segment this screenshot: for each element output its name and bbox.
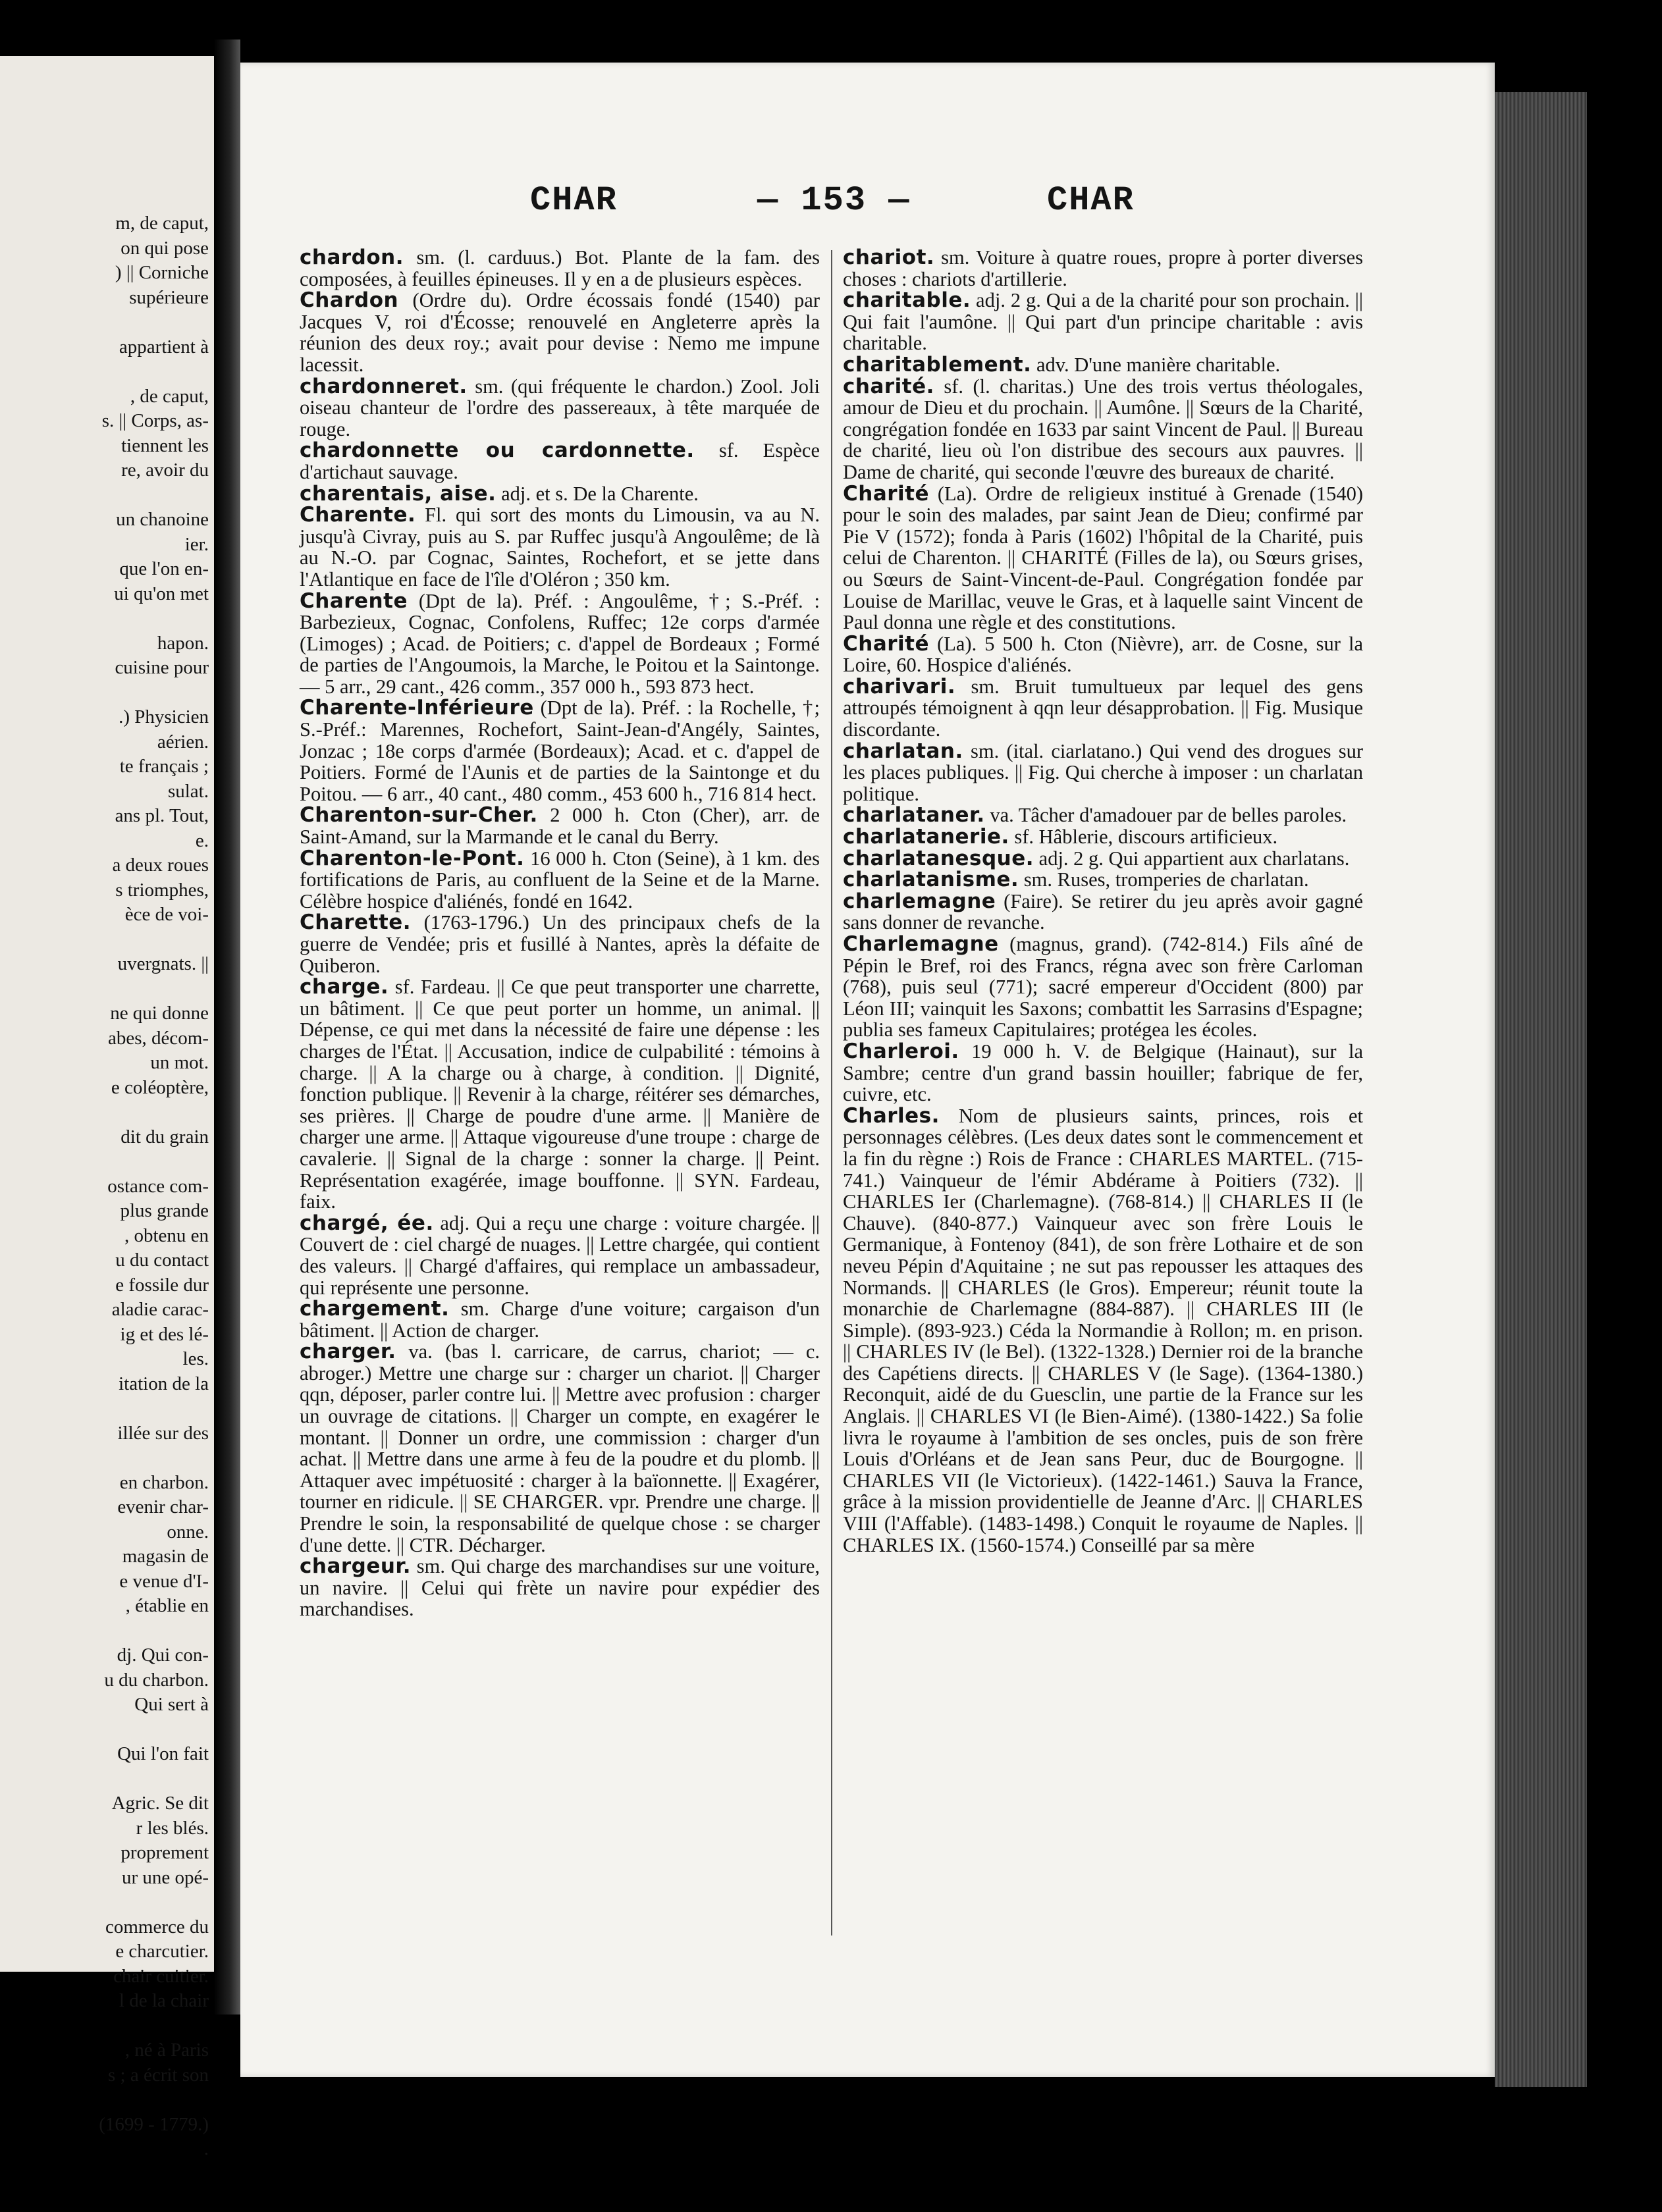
entry-headword: Charles. bbox=[843, 1103, 940, 1128]
entry-headword: charlatanisme. bbox=[843, 868, 1019, 892]
entry-definition: Fl. qui sort des monts du Limousin, va au N. jusqu'à Civray, puis au S. par Ruffec jusqu'à Angoulême; de là au N.-O. par Cognac, Saintes, Rochefort, et se jette dans l'Atlantique en face de l'île d'Oléron ; 350 km. bbox=[300, 504, 820, 591]
left-page-line: , de caput, bbox=[130, 385, 209, 407]
entry-headword: Charente. bbox=[300, 503, 416, 527]
entry-definition: sm. Bruit tumultueux par lequel des gens attroupés témoignent à qqn leur désapprobation. || Fig. Musique discordante. bbox=[843, 675, 1363, 741]
left-page-line: u du contact bbox=[115, 1250, 209, 1271]
left-page-line: ne qui donne bbox=[110, 1003, 209, 1024]
book-gutter bbox=[214, 40, 240, 2014]
entry-headword: charitablement. bbox=[843, 352, 1032, 377]
entry-definition: 2 000 h. Cton (Cher), arr. de Saint-Amand, sur la Marmande et le canal du Berry. bbox=[300, 804, 820, 849]
entry-headword: charité. bbox=[843, 374, 934, 398]
page-number: — 153 — bbox=[757, 181, 911, 220]
dictionary-entry bbox=[843, 1105, 1363, 1556]
entry-headword: charlatanerie. bbox=[843, 825, 1009, 849]
dictionary-entry bbox=[843, 483, 1363, 633]
left-page-line: ur une opé- bbox=[121, 1866, 209, 1888]
entry-definition: sf. Fardeau. || Ce que peut transporter une charrette, un bâtiment. || Ce que peut porter un homme, un animal. || Dépense, ce qui met dans la nécessité de faire une dépense : les charges de l'État. || Accusation, indice de culpabilité : témoins à charge. || A la charge ou à charge, à condition. || Dignité, fonction publique. || Revenir à la charge, réitérer ses démarches, ses prières. || Charge de poudre d'une arme. || Manière de charger une arme. || Attaque vigoureuse d'une troupe : charge de cavalerie. || Signal de la charge : sonner la charge. || Peint. Représentation exagérée, image bouffonne. || SYN. Fardeau, faix. bbox=[300, 976, 820, 1213]
left-page-line: proprement bbox=[121, 1842, 209, 1863]
entry-headword: charge. bbox=[300, 975, 389, 999]
left-page-line: e. bbox=[195, 830, 209, 851]
left-page-line: ) || Corniche bbox=[115, 262, 209, 283]
entry-definition: adj. 2 g. Qui appartient aux charlatans. bbox=[1034, 847, 1350, 870]
dictionary-entry bbox=[300, 976, 820, 1213]
entry-definition: sf. (l. charitas.) Une des trois vertus théologales, amour de Dieu et du prochain. || Aumône. || Sœurs de la Charité, congrégation fondée en 1633 par saint Vincent de Paul. || Bureau de charité, lieu où l'on distribue des secours aux pauvres. || Dame de charité, qui seconde l'œuvre des bureaux de charité. bbox=[843, 375, 1363, 483]
entry-definition: (Dpt de la). Préf. : Angoulême, †; S.-Préf. : Barbezieux, Cognac, Confolens, Ruffec; 12e corps d'armée (Limoges) ; Acad. de Poitiers; c. d'appel de Bordeaux ; Formé de parties de l'Angoumois, la Marche, le Poitou et la Saintonge. — 5 arr., 29 cant., 426 comm., 357 000 h., 593 873 hect. bbox=[300, 589, 820, 698]
left-page-line: , obtenu en bbox=[124, 1224, 209, 1246]
dictionary-entry bbox=[300, 247, 820, 290]
entry-definition: sm. (qui fréquente le chardon.) Zool. Joli oiseau chanteur de l'ordre des passereaux, à tête marquée de rouge. bbox=[300, 375, 820, 440]
entry-definition: va. (bas l. carricare, de carrus, chariot; — c. abroger.) Mettre une charge sur : charger un chariot. || Charger qqn, déposer, parler contre lui. || Mettre avec profusion : charger un ouvrage de citations. || Charger un compte, en exagérer le montant. || Donner un ordre, une commission : charger d'un achat. || Mettre dans une arme à feu de la poudre et du plomb. || Attaquer avec impétuosité : charger à la baïonnette. || Exagérer, tourner en ridicule. || SE CHARGER. vpr. Prendre une charge. || Prendre le soin, la responsabilité de quelque chose : se charger d'une dette. || CTR. Décharger. bbox=[300, 1340, 820, 1556]
dictionary-entry bbox=[843, 741, 1363, 805]
entry-headword: charlemagne bbox=[843, 889, 996, 913]
dictionary-entry bbox=[300, 440, 820, 483]
dictionary-entry bbox=[843, 891, 1363, 934]
dictionary-entry bbox=[300, 483, 820, 505]
left-page-line: magasin de bbox=[122, 1546, 209, 1567]
entry-definition: sm. (l. carduus.) Bot. Plante de la fam. des composées, à feuilles épineuses. Il y en a de plusieurs espèces. bbox=[300, 246, 820, 290]
left-page-line: en charbon. bbox=[119, 1471, 209, 1493]
left-page-line: u du charbon. bbox=[104, 1669, 209, 1691]
entry-headword: charger. bbox=[300, 1340, 396, 1364]
running-head-left: CHAR bbox=[530, 181, 618, 220]
entry-headword: chariot. bbox=[843, 246, 935, 269]
entry-definition: (La). Ordre de religieux institué à Grenade (1540) pour le soin des malades, par saint Jean de Dieu; confirmé par Pie V (1572); fonda à Paris (1602) l'hôpital de la Charité, puis celui de Charenton. || CHARITÉ (Filles de la), ou Sœurs grises, ou Sœurs de Saint-Vincent-de-Paul. Congrégation fondée par Louise de Marillac, veuve le Gras, et à laquelle saint Vincent de Paul donna une règle et des constitutions. bbox=[843, 482, 1363, 634]
column-rule bbox=[831, 250, 832, 1936]
entry-headword: charivari. bbox=[843, 674, 956, 698]
entry-headword: chargé, ée. bbox=[300, 1211, 434, 1235]
left-page-line: dj. Qui con- bbox=[117, 1645, 209, 1666]
left-page-line: ig et des lé- bbox=[120, 1323, 209, 1345]
entry-headword: Charité bbox=[843, 631, 929, 656]
entry-definition: (Ordre du). Ordre écossais fondé (1540) par Jacques V, roi d'Écosse; renouvelé en Angleterre après la réunion des deux roy.; avait pour devise : Nemo me impune lacessit. bbox=[300, 289, 820, 376]
left-page-line: Qui sert à bbox=[134, 1694, 209, 1715]
entry-definition: sm. Charge d'une voiture; cargaison d'un bâtiment. || Action de charger. bbox=[300, 1298, 820, 1342]
entry-headword: Charité bbox=[843, 481, 929, 506]
entry-definition: (1763-1796.) Un des principaux chefs de la guerre de Vendée; pris et fusillé à Nantes, après la défaite de Quiberon. bbox=[300, 911, 820, 977]
entry-definition: adj. et s. De la Charente. bbox=[496, 482, 699, 505]
left-page-line: e fossile dur bbox=[115, 1274, 209, 1296]
entry-headword: Charleroi. bbox=[843, 1039, 959, 1063]
entry-headword: chargeur. bbox=[300, 1554, 412, 1579]
left-page-line: hapon. bbox=[157, 632, 209, 654]
left-page-fragment bbox=[0, 56, 216, 2159]
left-page-line: itation de la bbox=[119, 1373, 209, 1394]
left-page-line: e venue d'I- bbox=[119, 1570, 209, 1592]
left-page-line: aérien. bbox=[157, 731, 209, 752]
entry-definition: 16 000 h. Cton (Seine), à 1 km. des fortifications de Paris, au confluent de la Seine et de la Marne. Célèbre hospice d'aliénés, fondé en 1642. bbox=[300, 847, 820, 912]
left-page-line: ui qu'on met bbox=[114, 583, 209, 604]
left-page-line: s ; a écrit son bbox=[107, 2064, 209, 2086]
left-page-line: on qui pose bbox=[121, 237, 209, 259]
entry-headword: chargement. bbox=[300, 1297, 450, 1321]
left-page-line: commerce du bbox=[105, 1916, 209, 1937]
entry-headword: Chardon bbox=[300, 288, 399, 313]
dictionary-entry bbox=[300, 376, 820, 440]
left-page-line: re, avoir du bbox=[121, 460, 209, 481]
entry-definition: adj. 2 g. Qui a de la charité pour son prochain. || Qui fait l'aumône. || Qui part d'un principe charitable : avis charitable. bbox=[843, 289, 1363, 355]
dictionary-entry bbox=[843, 826, 1363, 848]
left-page-line: illée sur des bbox=[117, 1422, 209, 1444]
left-page-line: e charcutier. bbox=[115, 1941, 209, 1962]
left-page-line: chair cuitier. bbox=[113, 1965, 209, 1987]
dictionary-entry bbox=[843, 376, 1363, 483]
entry-definition: adj. Qui a reçu une charge : voiture chargée. || Couvert de : ciel chargé de nuages. || Lettre chargée, qui contient des valeurs. || Chargé d'affaires, qui remplace un ambassadeur, qui représente une personne. bbox=[300, 1211, 820, 1299]
left-page-line: èce de voi- bbox=[124, 904, 209, 925]
left-page-line: evenir char- bbox=[117, 1496, 209, 1517]
left-page-line: l de la chair bbox=[119, 1990, 209, 2011]
entry-headword: Charette. bbox=[300, 910, 411, 935]
left-page-line: r les blés. bbox=[136, 1817, 209, 1839]
entry-headword: Charenton-le-Pont. bbox=[300, 846, 525, 870]
entry-headword: chardonneret. bbox=[300, 374, 468, 398]
entry-definition: (Dpt de la). Préf. : la Rochelle, †; S.-Préf.: Marennes, Rochefort, Saint-Jean-d'Angély, Saintes, Jonzac ; 18e corps d'armée (Bordeaux); Acad. et c. d'appel de Poitiers. Formé de l'Aunis et de parties de la Saintonge et du Poitou. — 6 arr., 40 cant., 480 comm., 453 600 h., 716 814 hect. bbox=[300, 697, 820, 805]
dictionary-entry bbox=[843, 354, 1363, 376]
left-page-line: aladie carac- bbox=[111, 1299, 209, 1320]
entry-definition: sm. Qui charge des marchandises sur une voiture, un navire. || Celui qui frète un navire pour expédier des marchandises. bbox=[300, 1555, 820, 1621]
dictionary-entry bbox=[300, 912, 820, 976]
dictionary-entry bbox=[300, 848, 820, 912]
left-page-line: abes, décom- bbox=[108, 1027, 209, 1049]
dictionary-entry bbox=[300, 591, 820, 698]
entry-definition: (magnus, grand). (742-814.) Fils aîné de Pépin le Bref, roi des Francs, régna avec son frère Carloman (768), puis seul (771); sacré empereur d'Occident (800) par Léon III; vainquit les Saxons; combattit les Sarrasins d'Espagne; publia ses fameux Capitulaires; protégea les écoles. bbox=[843, 933, 1363, 1041]
entry-definition: 19 000 h. V. de Belgique (Hainaut), sur la Sambre; centre d'un grand bassin houiller; fabrique de fer, cuivre, etc. bbox=[843, 1040, 1363, 1106]
left-page-line: Qui l'on fait bbox=[117, 1743, 209, 1764]
entry-headword: Charente bbox=[300, 589, 408, 613]
left-page-line: supérieure bbox=[129, 286, 209, 308]
dictionary-entry bbox=[300, 804, 820, 847]
entry-headword: Charlemagne bbox=[843, 932, 999, 956]
dictionary-entry bbox=[300, 1556, 820, 1620]
left-page-line: ans pl. Tout, bbox=[115, 805, 209, 826]
left-page-line: cuisine pour bbox=[115, 657, 209, 678]
dictionary-entry bbox=[843, 869, 1363, 891]
dictionary-entry bbox=[843, 848, 1363, 870]
page-edges bbox=[1495, 92, 1587, 2087]
entry-headword: chardonnette ou cardonnette. bbox=[300, 438, 695, 463]
left-page-line: a deux roues bbox=[112, 855, 209, 876]
left-page-line: un mot. bbox=[150, 1052, 209, 1073]
left-page-line: que l'on en- bbox=[119, 558, 209, 579]
dictionary-entry bbox=[300, 1341, 820, 1556]
left-page-line: plus grande bbox=[120, 1200, 209, 1221]
entry-definition: sm. Voiture à quatre roues, propre à porter diverses choses : chariots d'artillerie. bbox=[843, 246, 1363, 290]
left-column bbox=[300, 247, 820, 1620]
entry-headword: Charente-Inférieure bbox=[300, 696, 534, 720]
entry-definition: sm. (ital. ciarlatano.) Qui vend des drogues sur les places publiques. || Fig. Qui cherche à imposer : un charlatan politique. bbox=[843, 739, 1363, 805]
left-page-line: uvergnats. || bbox=[117, 953, 209, 974]
entry-headword: chardon. bbox=[300, 246, 404, 269]
entry-definition: sf. Espèce d'artichaut sauvage. bbox=[300, 439, 820, 483]
left-page-line: (1699 - 1779.) bbox=[99, 2113, 209, 2135]
left-page-line: ier. bbox=[184, 533, 209, 555]
left-page-line: tiennent les bbox=[121, 434, 209, 456]
left-page-line: Agric. Se dit bbox=[111, 1793, 209, 1814]
dictionary-entry bbox=[843, 676, 1363, 741]
entry-definition: va. Tâcher d'amadouer par de belles paroles. bbox=[984, 804, 1347, 827]
dictionary-entry bbox=[843, 1041, 1363, 1105]
left-page-line: ostance com- bbox=[107, 1175, 209, 1197]
running-head-right: CHAR bbox=[1047, 181, 1135, 220]
left-page-line: s. || Corps, as- bbox=[101, 410, 209, 431]
left-page-line: s triomphes, bbox=[115, 879, 209, 901]
left-page-line: dit du grain bbox=[121, 1126, 209, 1147]
dictionary-entry bbox=[843, 934, 1363, 1041]
left-page-line: , établie en bbox=[125, 1595, 209, 1616]
dictionary-entry bbox=[843, 804, 1363, 826]
left-page-line: , né à Paris bbox=[124, 2040, 209, 2061]
entry-definition: (La). 5 500 h. Cton (Nièvre), arr. de Cosne, sur la Loire, 60. Hospice d'aliénés. bbox=[843, 632, 1363, 677]
left-page-line: e coléoptère, bbox=[111, 1076, 209, 1098]
left-page-line: sulat. bbox=[167, 780, 209, 802]
left-page-line: te français ; bbox=[119, 756, 209, 777]
left-page-line: .) Physicien bbox=[119, 706, 209, 727]
dictionary-entry bbox=[300, 504, 820, 590]
entry-definition: Nom de plusieurs saints, princes, rois et personnages célèbres. (Les deux dates sont le commencement et la fin du règne :) Rois de France : CHARLES MARTEL. (715-741.) Vainqueur de l'émir Abdérame à Poitiers (732). || CHARLES Ier (Charlemagne). (768-814.) || CHARLES II (le Chauve). (840-877.) Vainqueur avec son frère Louis le Germanique, à Fontenoy (841), de son frère Lothaire et de son neveu Pépin d'Aquitaine ; ne sut pas repousser les attaques des Normands. || CHARLES (le Gros). Empereur; réunit toute la monarchie de Charlemagne (884-887). || CHARLES III (le Simple). (893-923.) Céda la Normandie à Rollon; m. en prison. || CHARLES IV (le Bel). (1322-1328.) Dernier roi de la branche des Capétiens directs. || CHARLES V (le Sage). (1364-1380.) Reconquit, aidé de du Guesclin, une partie de la France sur les Anglais. || CHARLES VI (le Bien-Aimé). (1380-1422.) Sa folie livra le royaume à l'ambition de ses oncles, puis de son frère Louis d'Orléans et de Jean sans Peur, duc de Bourgogne. || CHARLES VII (le Victorieux). (1422-1461.) Sauva la France, grâce à la mission providentielle de Jeanne d'Arc. || CHARLES VIII (l'Affable). (1483-1498.) Conquit le royaume de Naples. || CHARLES IX. (1560-1574.) Conseillé par sa mère bbox=[843, 1104, 1363, 1556]
dictionary-entry bbox=[300, 697, 820, 804]
entry-definition: sf. Hâblerie, discours artificieux. bbox=[1009, 826, 1278, 849]
entry-headword: charlatanesque. bbox=[843, 846, 1034, 870]
left-page-line: un chanoine bbox=[116, 509, 209, 530]
entry-headword: charitable. bbox=[843, 288, 971, 313]
dictionary-entry bbox=[300, 1298, 820, 1341]
entry-headword: charentais, aise. bbox=[300, 481, 496, 506]
right-column bbox=[843, 247, 1363, 1556]
entry-definition: (Faire). Se retirer du jeu après avoir gagné sans donner de revanche. bbox=[843, 889, 1363, 934]
dictionary-entry bbox=[843, 290, 1363, 354]
entry-definition: adv. D'une manière charitable. bbox=[1031, 353, 1281, 376]
left-page-line: onne. bbox=[167, 1521, 209, 1542]
entry-headword: Charenton-sur-Cher. bbox=[300, 803, 538, 828]
left-page-line: appartient à bbox=[119, 336, 209, 357]
entry-headword: charlatan. bbox=[843, 739, 963, 763]
left-page-line: . bbox=[203, 2138, 209, 2159]
dictionary-entry bbox=[843, 633, 1363, 676]
dictionary-entry bbox=[300, 1213, 820, 1298]
entry-definition: sm. Ruses, tromperies de charlatan. bbox=[1019, 868, 1309, 891]
dictionary-entry bbox=[843, 247, 1363, 290]
entry-headword: charlataner. bbox=[843, 803, 985, 828]
dictionary-entry bbox=[300, 290, 820, 375]
left-page-line: m, de caput, bbox=[115, 213, 209, 234]
left-page-line: les. bbox=[182, 1348, 209, 1369]
